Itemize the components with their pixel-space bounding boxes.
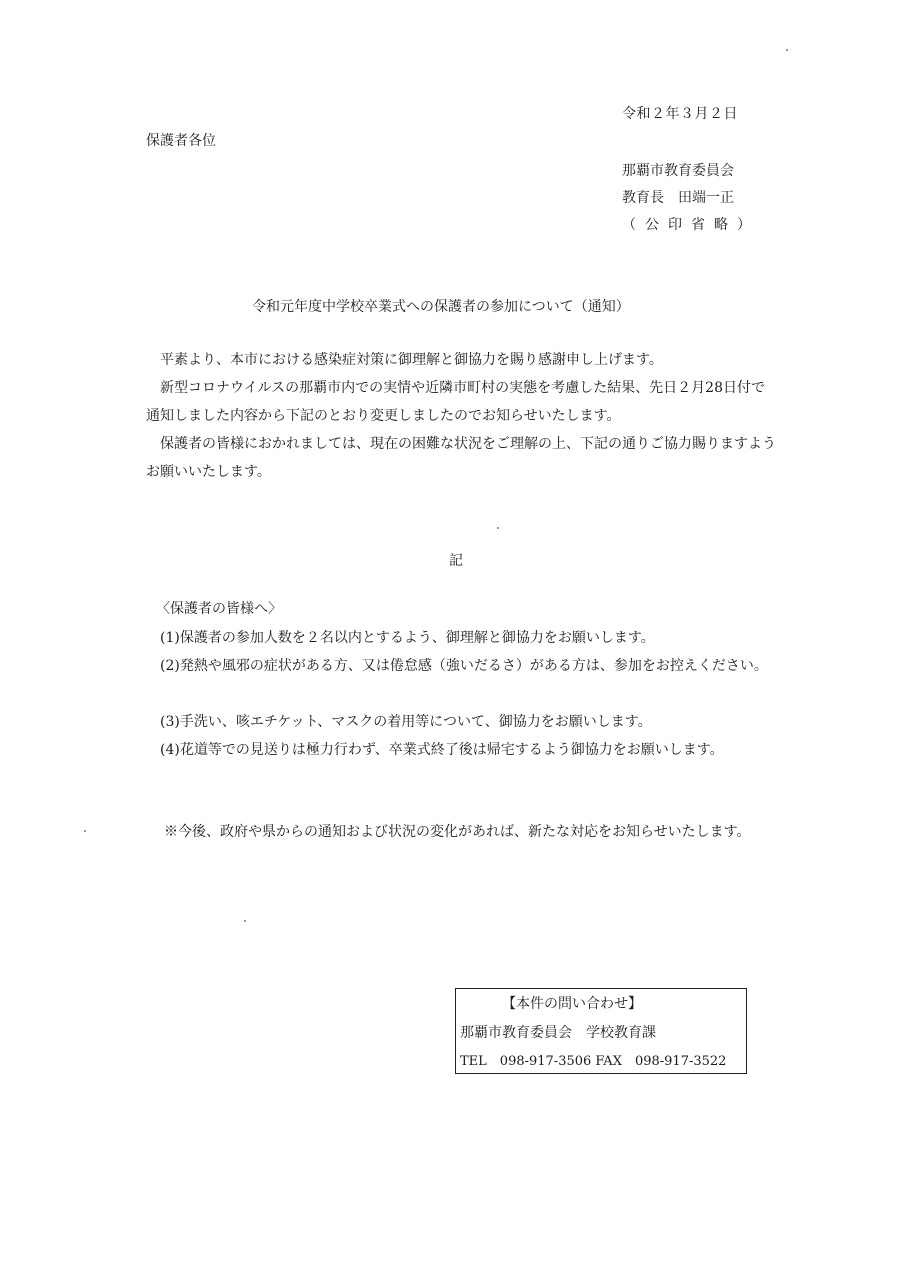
contact-phone-fax: TEL 098-917-3506 FAX 098-917-3522 xyxy=(460,1054,727,1069)
contact-org: 那覇市教育委員会 学校教育課 xyxy=(460,1025,656,1041)
footnote: ※今後、政府や県からの通知および状況の変化があれば、新たな対応をお知らせいたします。 xyxy=(164,824,751,840)
scan-speck xyxy=(244,920,246,922)
list-item: (3)手洗い、咳エチケット、マスクの着用等について、御協力をお願いします。 xyxy=(160,714,652,730)
sender-block xyxy=(622,158,760,239)
body-paragraph: 保護者の皆様におかれましては、現在の困難な状況をご理解の上、下記の通りご協力賜りますようお願いいたします。 xyxy=(146,436,776,480)
scan-speck xyxy=(786,49,788,51)
scan-speck xyxy=(84,830,86,832)
recipient: 保護者各位 xyxy=(146,133,216,149)
document-title: 令和元年度中学校卒業式への保護者の参加について（通知） xyxy=(252,299,630,315)
contact-box xyxy=(455,988,747,1074)
body-paragraph: 平素より、本市における感染症対策に御理解と御協力を賜り感謝申し上げます。 xyxy=(160,352,663,368)
section-heading: 〈保護者の皆様へ〉 xyxy=(156,601,282,617)
issue-date: 令和２年３月２日 xyxy=(622,106,738,122)
ki-heading: 記 xyxy=(449,553,463,569)
scan-speck xyxy=(497,527,499,529)
list-item: (1)保護者の参加人数を２名以内とするよう、御理解と御協力をお願いします。 xyxy=(160,630,655,646)
contact-title: 【本件の問い合わせ】 xyxy=(502,996,642,1012)
list-item: (4)花道等での見送りは極力行わず、卒業式終了後は帰宅するよう御協力をお願いします。 xyxy=(160,742,724,758)
list-item: (2)発熱や風邪の症状がある方、又は倦怠感（強いだるさ）がある方は、参加をお控えください。 xyxy=(160,658,768,674)
seal-omitted-note: （公印省略） xyxy=(622,217,760,233)
body-paragraph: 新型コロナウイルスの那覇市内での実情や近隣市町村の実態を考慮した結果、先日２月28日付で通知しました内容から下記のとおり変更しましたのでお知らせいたします。 xyxy=(146,380,765,424)
sender-person: 教育長 田端一正 xyxy=(622,190,734,206)
sender-org: 那覇市教育委員会 xyxy=(622,163,734,179)
